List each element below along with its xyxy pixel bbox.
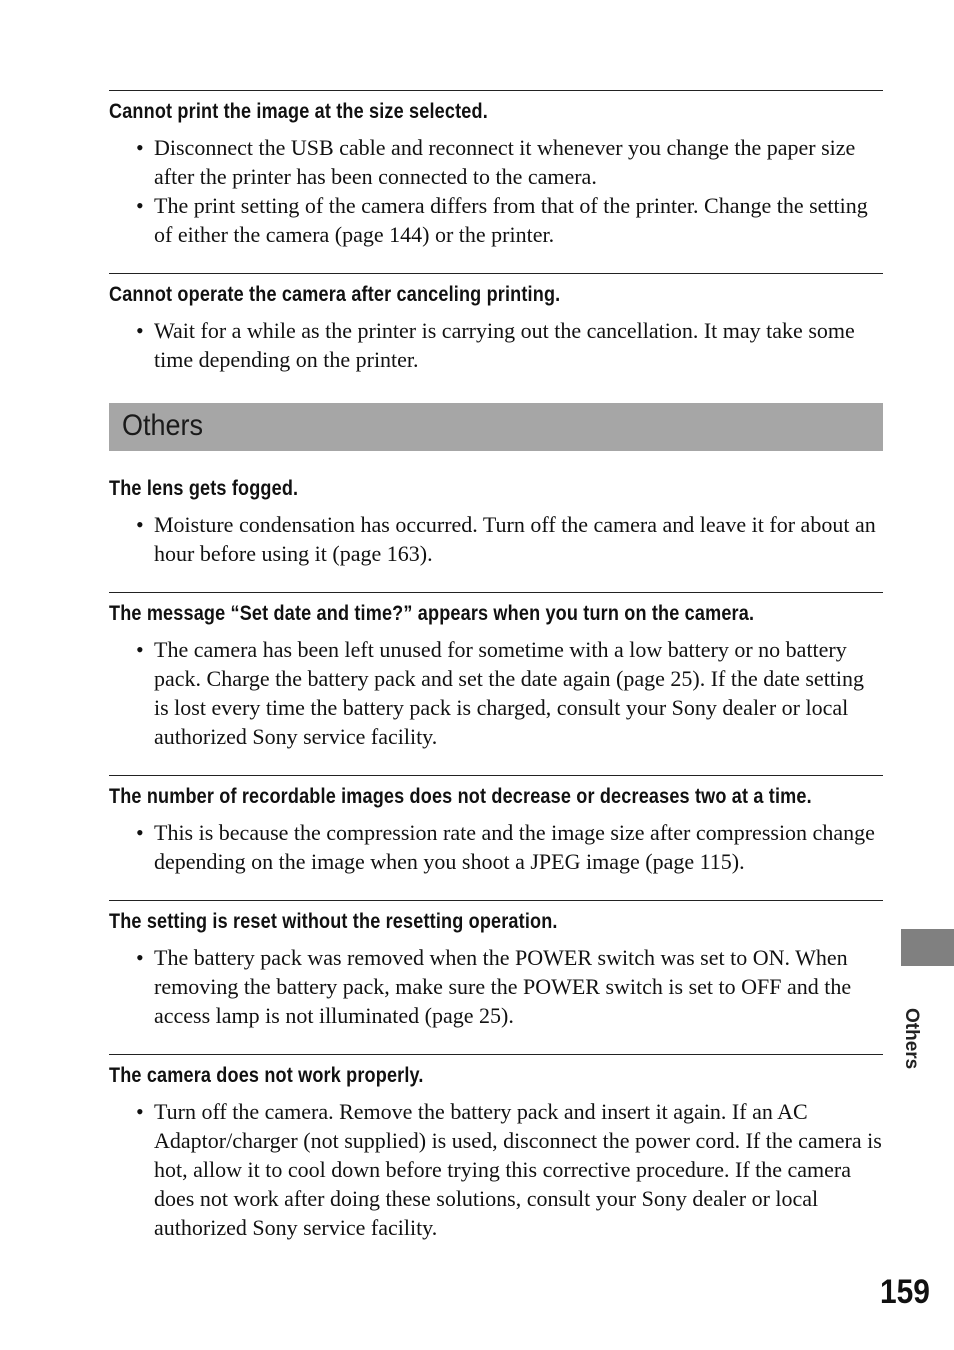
troubleshoot-item: [109, 273, 883, 374]
page-content: [109, 90, 883, 1266]
troubleshoot-item: [109, 592, 883, 751]
bullet-list: [109, 316, 883, 374]
item-heading: The camera does not work properly.: [109, 1064, 424, 1087]
side-tab-marker: [901, 929, 954, 966]
item-heading: The number of recordable images does not decrease or decreases two at a time.: [109, 785, 812, 808]
bullet-list: [109, 1097, 883, 1242]
troubleshoot-item: [109, 775, 883, 876]
bullet-item: • The camera has been left unused for sometime with a low battery or no battery pack. Charge the battery pack and set the date again (page 25). If the date setting is lost every time the battery pack is charged, consult your Sony dealer or local authorized Sony service facility.: [109, 635, 883, 751]
item-heading: Cannot print the image at the size selected.: [109, 100, 488, 123]
bullet-list: [109, 635, 883, 751]
bullet-item: • The print setting of the camera differs from that of the printer. Change the setting of either the camera (page 144) or the printer.: [109, 191, 883, 249]
side-tab-label: Others: [901, 1008, 922, 1070]
troubleshoot-item: [109, 90, 883, 249]
item-heading: The message “Set date and time?” appears when you turn on the camera.: [109, 602, 755, 625]
troubleshoot-item: [109, 1054, 883, 1242]
bullet-item: • Disconnect the USB cable and reconnect it whenever you change the paper size after the printer has been connected to the camera.: [109, 133, 883, 191]
bullet-item: • The battery pack was removed when the POWER switch was set to ON. When removing the battery pack, make sure the POWER switch is set to OFF and the access lamp is not illuminated (page 25).: [109, 943, 883, 1030]
bullet-item: • Moisture condensation has occurred. Turn off the camera and leave it for about an hour before using it (page 163).: [109, 510, 883, 568]
page-number: 159: [880, 1273, 930, 1311]
bullet-list: [109, 943, 883, 1030]
troubleshoot-item: [109, 473, 883, 568]
bullet-list: [109, 818, 883, 876]
item-heading: Cannot operate the camera after canceling printing.: [109, 283, 561, 306]
section-title: Others: [122, 409, 204, 442]
bullet-item: • Wait for a while as the printer is carrying out the cancellation. It may take some time depending on the printer.: [109, 316, 883, 374]
bullet-list: [109, 510, 883, 568]
bullet-item: • Turn off the camera. Remove the battery pack and insert it again. If an AC Adaptor/charger (not supplied) is used, disconnect the power cord. If the camera is hot, allow it to cool down before trying this corrective procedure. If the camera does not work after doing these solutions, consult your Sony dealer or local authorized Sony service facility.: [109, 1097, 883, 1242]
bullet-list: [109, 133, 883, 249]
bullet-item: • This is because the compression rate and the image size after compression change depending on the image when you shoot a JPEG image (page 115).: [109, 818, 883, 876]
section-header-bar: [109, 403, 883, 451]
troubleshoot-item: [109, 900, 883, 1030]
item-heading: The setting is reset without the resetting operation.: [109, 910, 558, 933]
item-heading: The lens gets fogged.: [109, 477, 299, 500]
